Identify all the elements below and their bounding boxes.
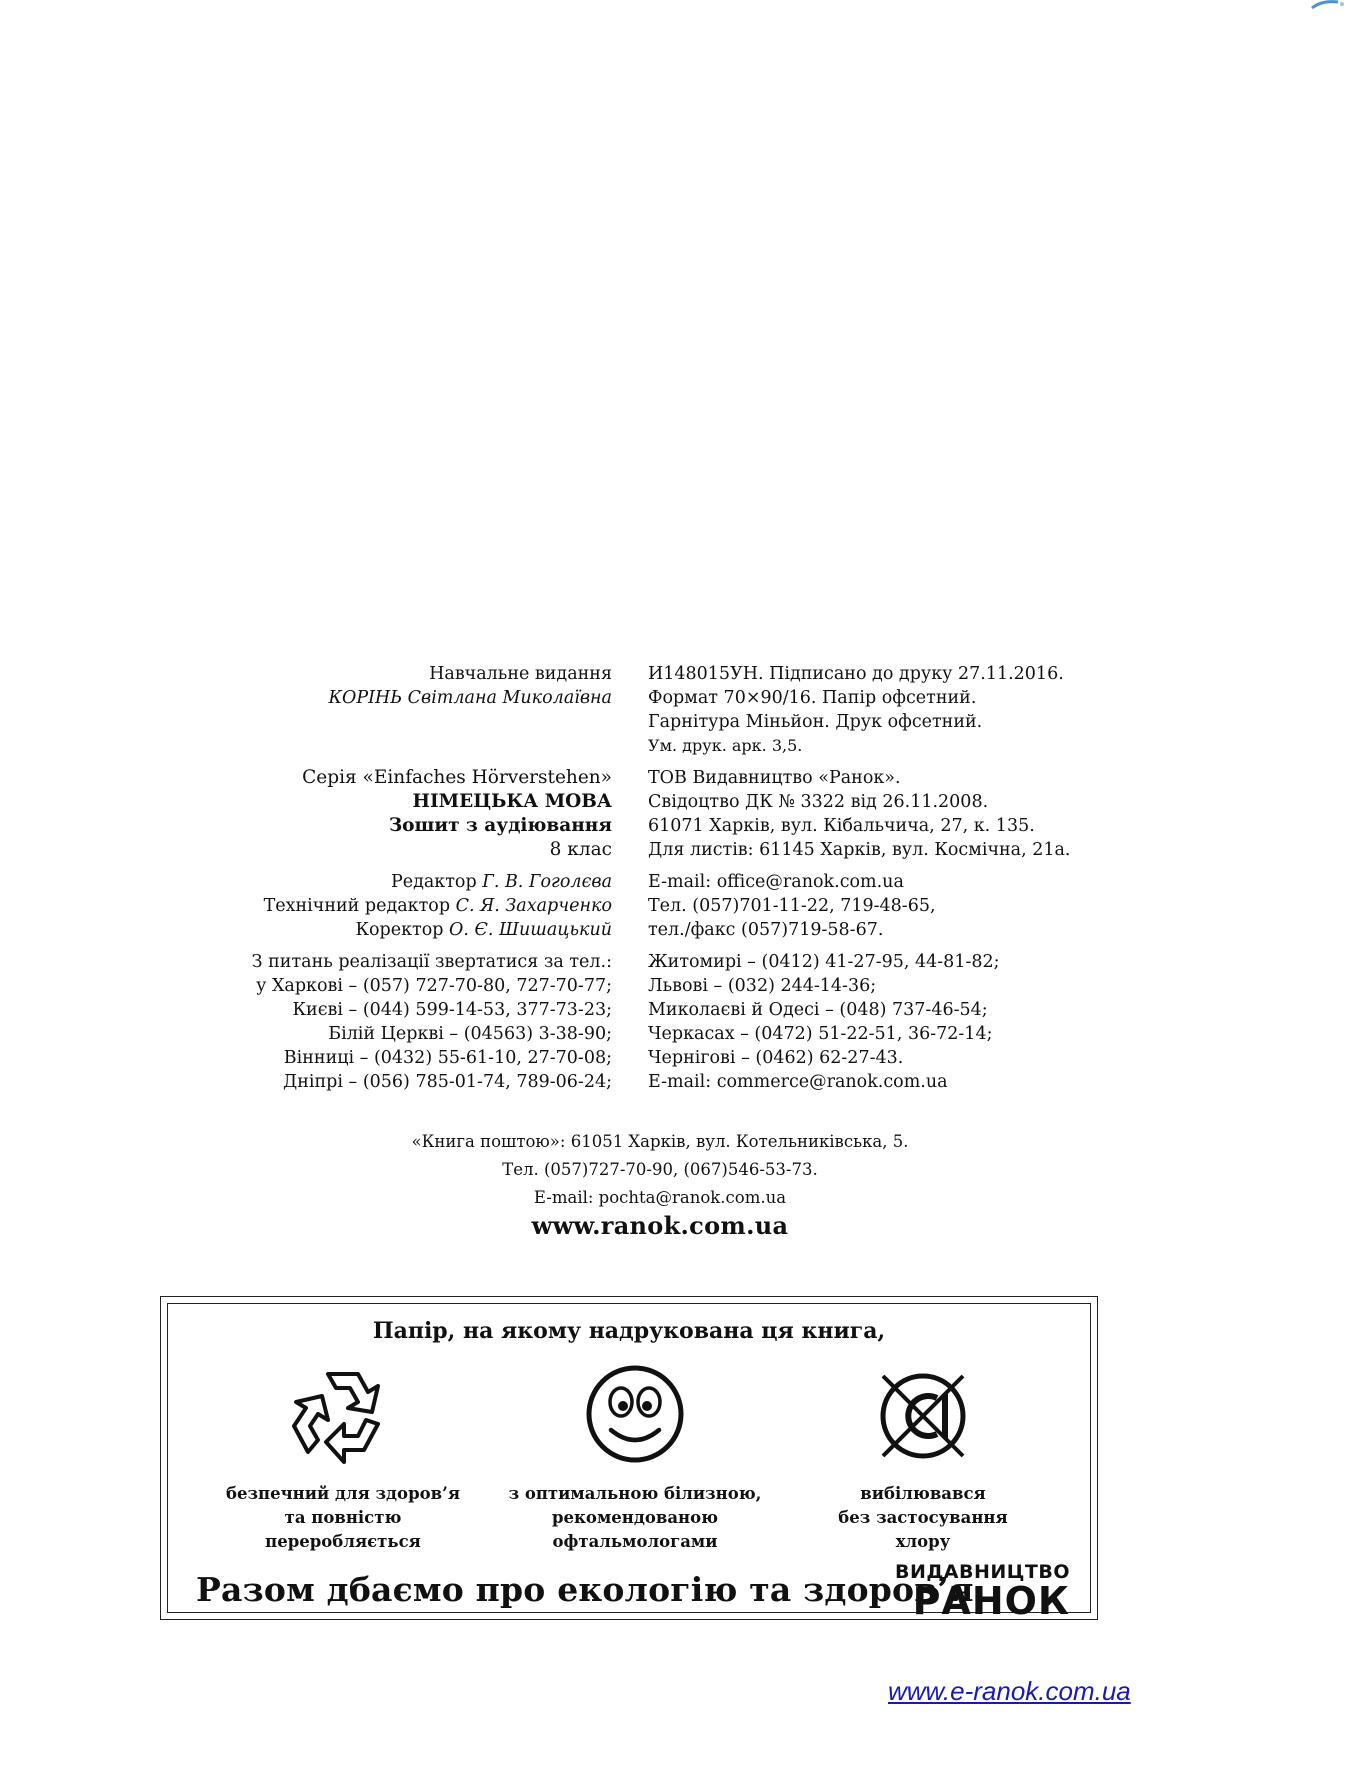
smiley-face-icon <box>583 1364 687 1464</box>
imprint-row-2 <box>240 766 1080 862</box>
recycle-caption: переробляється <box>265 1532 421 1551</box>
publisher-address: 61071 Харків, вул. Кібальчича, 27, к. 135. <box>648 816 1035 836</box>
sales-contact: Чернігові – (0462) 62-27-43. <box>648 1048 904 1068</box>
sales-contact: Миколаєві й Одесі – (048) 737-46-54; <box>648 1000 988 1020</box>
author-name: КОРІНЬ Світлана Миколаївна <box>328 688 612 708</box>
editor-credit: Редактор Г. В. Гоголєва <box>390 872 612 892</box>
office-email: E-mail: office@ranok.com.ua <box>648 872 904 892</box>
chlorine-caption: без застосування <box>838 1508 1008 1527</box>
eco-item-whiteness <box>500 1364 770 1554</box>
publisher-website[interactable]: www.ranok.com.ua <box>531 1211 789 1240</box>
whiteness-caption: офтальмологами <box>552 1532 718 1551</box>
recycle-caption: та повністю <box>284 1508 402 1527</box>
office-fax: тел./факс (057)719-58-67. <box>648 920 884 940</box>
sales-contact: Черкасах – (0472) 51-22-51, 36-72-14; <box>648 1024 993 1044</box>
mail-order-address: «Книга поштою»: 61051 Харків, вул. Котельниківська, 5. <box>411 1132 909 1151</box>
sales-contact: Львові – (032) 244-14-36; <box>648 976 877 996</box>
print-typeface: Гарнітура Міньйон. Друк офсетний. <box>648 712 983 732</box>
sales-contact: Білій Церкві – (04563) 3-38-90; <box>328 1024 612 1044</box>
whiteness-caption: з оптимальною білизною, <box>508 1484 762 1503</box>
subject-title: НІМЕЦЬКА МОВА <box>412 791 612 812</box>
imprint-section <box>240 662 1080 1094</box>
footer-website-link[interactable]: www.e-ranok.com.ua <box>888 1676 1131 1706</box>
print-order: И148015УН. Підписано до друку 27.11.2016. <box>648 664 1064 684</box>
recycle-caption: безпечний для здоров’я <box>225 1484 461 1503</box>
imprint-row-3 <box>240 870 1080 942</box>
whiteness-caption: рекомендованою <box>551 1508 719 1527</box>
mail-order-email: E-mail: pochta@ranok.com.ua <box>533 1188 787 1207</box>
edition-type: Навчальне видання <box>429 664 612 684</box>
office-phone: Тел. (057)701-11-22, 719-48-65, <box>648 896 936 916</box>
imprint-row-4 <box>240 950 1080 1094</box>
series-name: Серія «Einfaches Hörverstehen» <box>302 767 612 788</box>
eco-heading: Папір, на якому надрукована ця книга, <box>372 1318 886 1344</box>
eco-item-recycle <box>208 1364 478 1554</box>
print-format: Формат 70×90/16. Папір офсетний. <box>648 688 977 708</box>
publisher-name: ТОВ Видавництво «Ранок». <box>648 768 901 788</box>
no-chlorine-icon <box>871 1364 975 1468</box>
sales-contact: Вінниці – (0432) 55-61-10, 27-70-08; <box>283 1048 612 1068</box>
publisher-logo-top: ВИДАВНИЦТВО <box>894 1561 1070 1583</box>
sales-heading: З питань реалізації звертатися за тел.: <box>251 952 612 972</box>
eco-info-box <box>160 1296 1098 1623</box>
commerce-email: E-mail: commerce@ranok.com.ua <box>648 1072 948 1092</box>
eco-item-chlorine <box>788 1364 1058 1554</box>
recycle-icon <box>288 1364 398 1464</box>
sales-contact: Дніпрі – (056) 785-01-74, 789-06-24; <box>283 1072 612 1092</box>
mail-order-phone: Тел. (057)727-70-90, (067)546-53-73. <box>502 1160 818 1179</box>
proofreader-credit: Коректор О. Є. Шишацький <box>355 920 612 940</box>
grade: 8 клас <box>549 839 612 860</box>
publisher-logo-bottom: РАНОК <box>912 1579 1070 1623</box>
eco-slogan: Разом дбаємо про екологію та здоров’я <box>196 1570 974 1609</box>
mail-address: Для листів: 61145 Харків, вул. Космічна, 21а. <box>648 840 1071 860</box>
tech-editor-credit: Технічний редактор С. Я. Захарченко <box>263 896 612 916</box>
publisher-logo <box>894 1561 1070 1623</box>
sales-contact: Києві – (044) 599-14-53, 377-73-23; <box>292 1000 612 1020</box>
book-type: Зошит з аудіювання <box>388 815 612 836</box>
eco-inner-frame <box>167 1303 1091 1623</box>
print-sheets: Ум. друк. арк. 3,5. <box>648 736 803 755</box>
mail-order-block <box>240 1128 1080 1212</box>
chlorine-caption: вибілювався <box>860 1484 986 1503</box>
publisher-certificate: Свідоцтво ДК № 3322 від 26.11.2008. <box>648 792 989 812</box>
chlorine-caption: хлору <box>895 1532 951 1551</box>
imprint-row-1 <box>240 662 1080 758</box>
sales-contact: Житомирі – (0412) 41-27-95, 44-81-82; <box>648 952 1000 972</box>
sales-contact: у Харкові – (057) 727-70-80, 727-70-77; <box>256 976 612 996</box>
corner-logo-mark <box>1308 0 1348 10</box>
